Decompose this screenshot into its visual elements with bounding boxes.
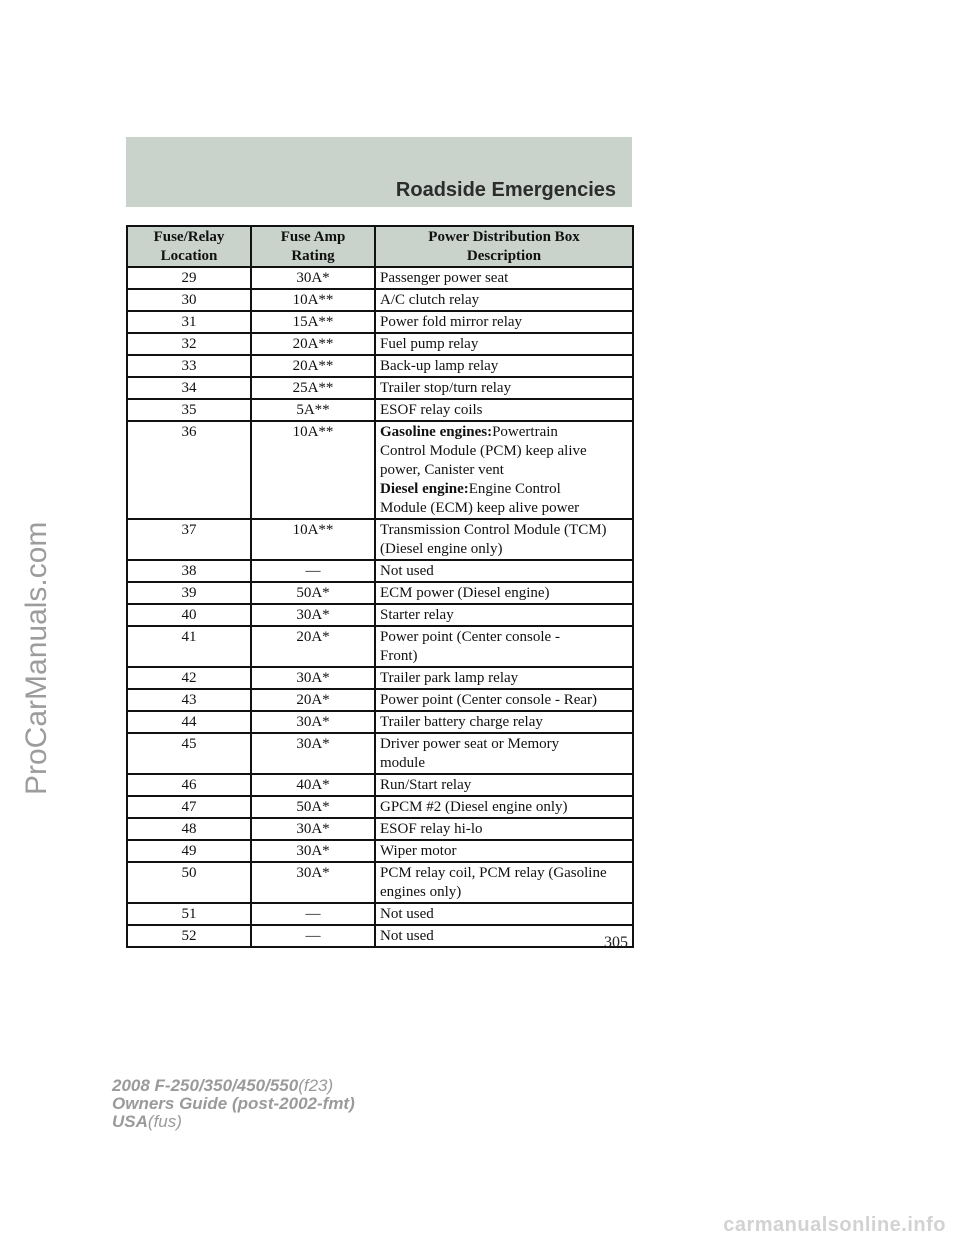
fuse-rating-cell: 10A**	[251, 421, 375, 519]
fuse-description-cell	[375, 774, 633, 796]
fuse-location-cell: 40	[127, 604, 251, 626]
column-header-location	[127, 226, 251, 267]
fuse-location-cell: 52	[127, 925, 251, 947]
table-row	[127, 560, 633, 582]
description-line	[380, 423, 628, 442]
fuse-rating-cell: 30A*	[251, 267, 375, 289]
fuse-location-cell: 51	[127, 903, 251, 925]
description-line: PCM relay coil, PCM relay (Gasoline	[380, 865, 607, 881]
description-line: A/C clutch relay	[380, 292, 480, 308]
fuse-description-cell	[375, 267, 633, 289]
description-line: GPCM #2 (Diesel engine only)	[380, 799, 568, 815]
fuse-description-cell	[375, 903, 633, 925]
fuse-description-cell	[375, 333, 633, 355]
description-text: Module (ECM) keep alive power	[380, 500, 580, 516]
header-text: Rating	[291, 248, 335, 264]
fuse-rating-cell: 10A**	[251, 519, 375, 560]
fuse-location-cell: 48	[127, 818, 251, 840]
fuse-location-cell: 38	[127, 560, 251, 582]
fuse-location-cell: 50	[127, 862, 251, 903]
description-line	[380, 442, 628, 461]
fuse-rating-cell: 40A*	[251, 774, 375, 796]
table-row	[127, 733, 633, 774]
description-line: ESOF relay coils	[380, 402, 483, 418]
fuse-table	[126, 225, 634, 948]
table-row	[127, 925, 633, 947]
fuse-location-cell: 46	[127, 774, 251, 796]
table-row	[127, 796, 633, 818]
footer-line-guide: Owners Guide (post-2002-fmt)	[112, 1094, 355, 1113]
fuse-location-cell: 41	[127, 626, 251, 667]
description-line: Back-up lamp relay	[380, 358, 499, 374]
description-text: Engine Control	[468, 481, 561, 497]
description-line: Transmission Control Module (TCM)	[380, 522, 607, 538]
fuse-description-cell	[375, 560, 633, 582]
table-row	[127, 289, 633, 311]
description-line: Front)	[380, 648, 418, 664]
table-row	[127, 818, 633, 840]
fuse-description-cell	[375, 796, 633, 818]
footer-model-code: (f23)	[298, 1076, 334, 1095]
description-line: Passenger power seat	[380, 270, 509, 286]
description-line: engines only)	[380, 884, 462, 900]
table-row	[127, 862, 633, 903]
description-line	[380, 480, 628, 499]
fuse-rating-cell: 10A**	[251, 289, 375, 311]
table-row	[127, 689, 633, 711]
table-row	[127, 903, 633, 925]
fuse-description-cell	[375, 840, 633, 862]
table-row	[127, 626, 633, 667]
fuse-rating-cell: —	[251, 925, 375, 947]
section-header-band	[126, 137, 632, 207]
fuse-location-cell: 42	[127, 667, 251, 689]
description-line: Power point (Center console - Rear)	[380, 692, 598, 708]
footer-model: 2008 F-250/350/450/550	[112, 1076, 299, 1095]
description-line: Fuel pump relay	[380, 336, 479, 352]
fuse-description-cell	[375, 399, 633, 421]
fuse-rating-cell: 20A**	[251, 333, 375, 355]
description-line: Starter relay	[380, 607, 454, 623]
fuse-rating-cell: 30A*	[251, 840, 375, 862]
footer-line-model	[112, 1077, 355, 1095]
fuse-rating-cell: 30A*	[251, 711, 375, 733]
fuse-location-cell: 49	[127, 840, 251, 862]
fuse-rating-cell: 30A*	[251, 862, 375, 903]
fuse-location-cell: 32	[127, 333, 251, 355]
description-line: Not used	[380, 563, 434, 579]
fuse-rating-cell: 30A*	[251, 818, 375, 840]
fuse-location-cell: 30	[127, 289, 251, 311]
header-text: Fuse Amp	[280, 229, 346, 245]
engine-type-label: Gasoline engines:	[380, 424, 493, 440]
bottom-watermark: carmanualsonline.info	[723, 1214, 946, 1236]
fuse-description-cell	[375, 311, 633, 333]
table-row	[127, 355, 633, 377]
footer-line-market	[112, 1113, 355, 1131]
description-text: Control Module (PCM) keep alive	[380, 443, 587, 459]
description-line: Run/Start relay	[380, 777, 472, 793]
description-line: Trailer park lamp relay	[380, 670, 519, 686]
header-text: Description	[466, 248, 542, 264]
description-line: ESOF relay hi-lo	[380, 821, 483, 837]
fuse-table-body	[127, 267, 633, 947]
fuse-rating-cell: —	[251, 560, 375, 582]
table-row	[127, 333, 633, 355]
fuse-description-cell	[375, 626, 633, 667]
header-row	[127, 226, 633, 267]
description-line: Trailer stop/turn relay	[380, 380, 512, 396]
footer-market: USA	[112, 1112, 148, 1131]
fuse-location-cell: 34	[127, 377, 251, 399]
side-watermark: ProCarManuals.com	[20, 521, 53, 795]
table-row	[127, 399, 633, 421]
fuse-description-cell	[375, 862, 633, 903]
footer-market-code: (fus)	[147, 1112, 182, 1131]
fuse-description-cell	[375, 377, 633, 399]
description-line: Driver power seat or Memory	[380, 736, 560, 752]
fuse-description-cell	[375, 711, 633, 733]
description-line	[380, 461, 628, 480]
fuse-description-cell	[375, 733, 633, 774]
description-line: Wiper motor	[380, 843, 457, 859]
fuse-rating-cell: 50A*	[251, 582, 375, 604]
table-row	[127, 604, 633, 626]
fuse-rating-cell: 20A*	[251, 626, 375, 667]
fuse-description-cell	[375, 818, 633, 840]
fuse-location-cell: 35	[127, 399, 251, 421]
table-row	[127, 377, 633, 399]
description-line	[380, 499, 628, 518]
fuse-rating-cell: 25A**	[251, 377, 375, 399]
description-line: Not used	[380, 928, 434, 944]
description-text: power, Canister vent	[380, 462, 504, 478]
fuse-description-cell	[375, 667, 633, 689]
fuse-rating-cell: 50A*	[251, 796, 375, 818]
description-text: Powertrain	[492, 424, 558, 440]
fuse-location-cell: 36	[127, 421, 251, 519]
fuse-rating-cell: 30A*	[251, 733, 375, 774]
table-row	[127, 774, 633, 796]
description-line: ECM power (Diesel engine)	[380, 585, 550, 601]
fuse-rating-cell: —	[251, 903, 375, 925]
fuse-description-cell	[375, 582, 633, 604]
fuse-rating-cell: 15A**	[251, 311, 375, 333]
fuse-location-cell: 29	[127, 267, 251, 289]
fuse-rating-cell: 5A**	[251, 399, 375, 421]
description-line: Trailer battery charge relay	[380, 714, 543, 730]
description-line: Power fold mirror relay	[380, 314, 523, 330]
fuse-location-cell: 33	[127, 355, 251, 377]
fuse-description-cell	[375, 925, 633, 947]
fuse-location-cell: 44	[127, 711, 251, 733]
fuse-description-cell	[375, 421, 633, 519]
section-title: Roadside Emergencies	[395, 179, 616, 201]
fuse-description-cell	[375, 289, 633, 311]
fuse-location-cell: 47	[127, 796, 251, 818]
table-row	[127, 582, 633, 604]
table-row	[127, 519, 633, 560]
table-row	[127, 711, 633, 733]
page-number: 305	[604, 934, 628, 951]
header-text: Power Distribution Box	[428, 229, 580, 245]
fuse-location-cell: 45	[127, 733, 251, 774]
fuse-rating-cell: 20A**	[251, 355, 375, 377]
description-line: (Diesel engine only)	[380, 541, 503, 557]
fuse-location-cell: 31	[127, 311, 251, 333]
document-footer	[112, 1077, 355, 1131]
table-row	[127, 421, 633, 519]
fuse-location-cell: 37	[127, 519, 251, 560]
description-line: Not used	[380, 906, 434, 922]
column-header-rating	[251, 226, 375, 267]
description-line: module	[380, 755, 425, 771]
fuse-description-cell	[375, 519, 633, 560]
fuse-rating-cell: 20A*	[251, 689, 375, 711]
column-header-description	[375, 226, 633, 267]
fuse-table-header	[127, 226, 633, 267]
table-row	[127, 840, 633, 862]
fuse-description-cell	[375, 604, 633, 626]
fuse-location-cell: 39	[127, 582, 251, 604]
table-row	[127, 267, 633, 289]
engine-type-label: Diesel engine:	[380, 481, 469, 497]
table-row	[127, 667, 633, 689]
table-row	[127, 311, 633, 333]
description-line: Power point (Center console -	[380, 629, 560, 645]
fuse-rating-cell: 30A*	[251, 604, 375, 626]
header-text: Location	[160, 248, 218, 264]
fuse-description-cell	[375, 689, 633, 711]
fuse-location-cell: 43	[127, 689, 251, 711]
fuse-description-cell	[375, 355, 633, 377]
fuse-rating-cell: 30A*	[251, 667, 375, 689]
header-text: Fuse/Relay	[153, 229, 225, 245]
